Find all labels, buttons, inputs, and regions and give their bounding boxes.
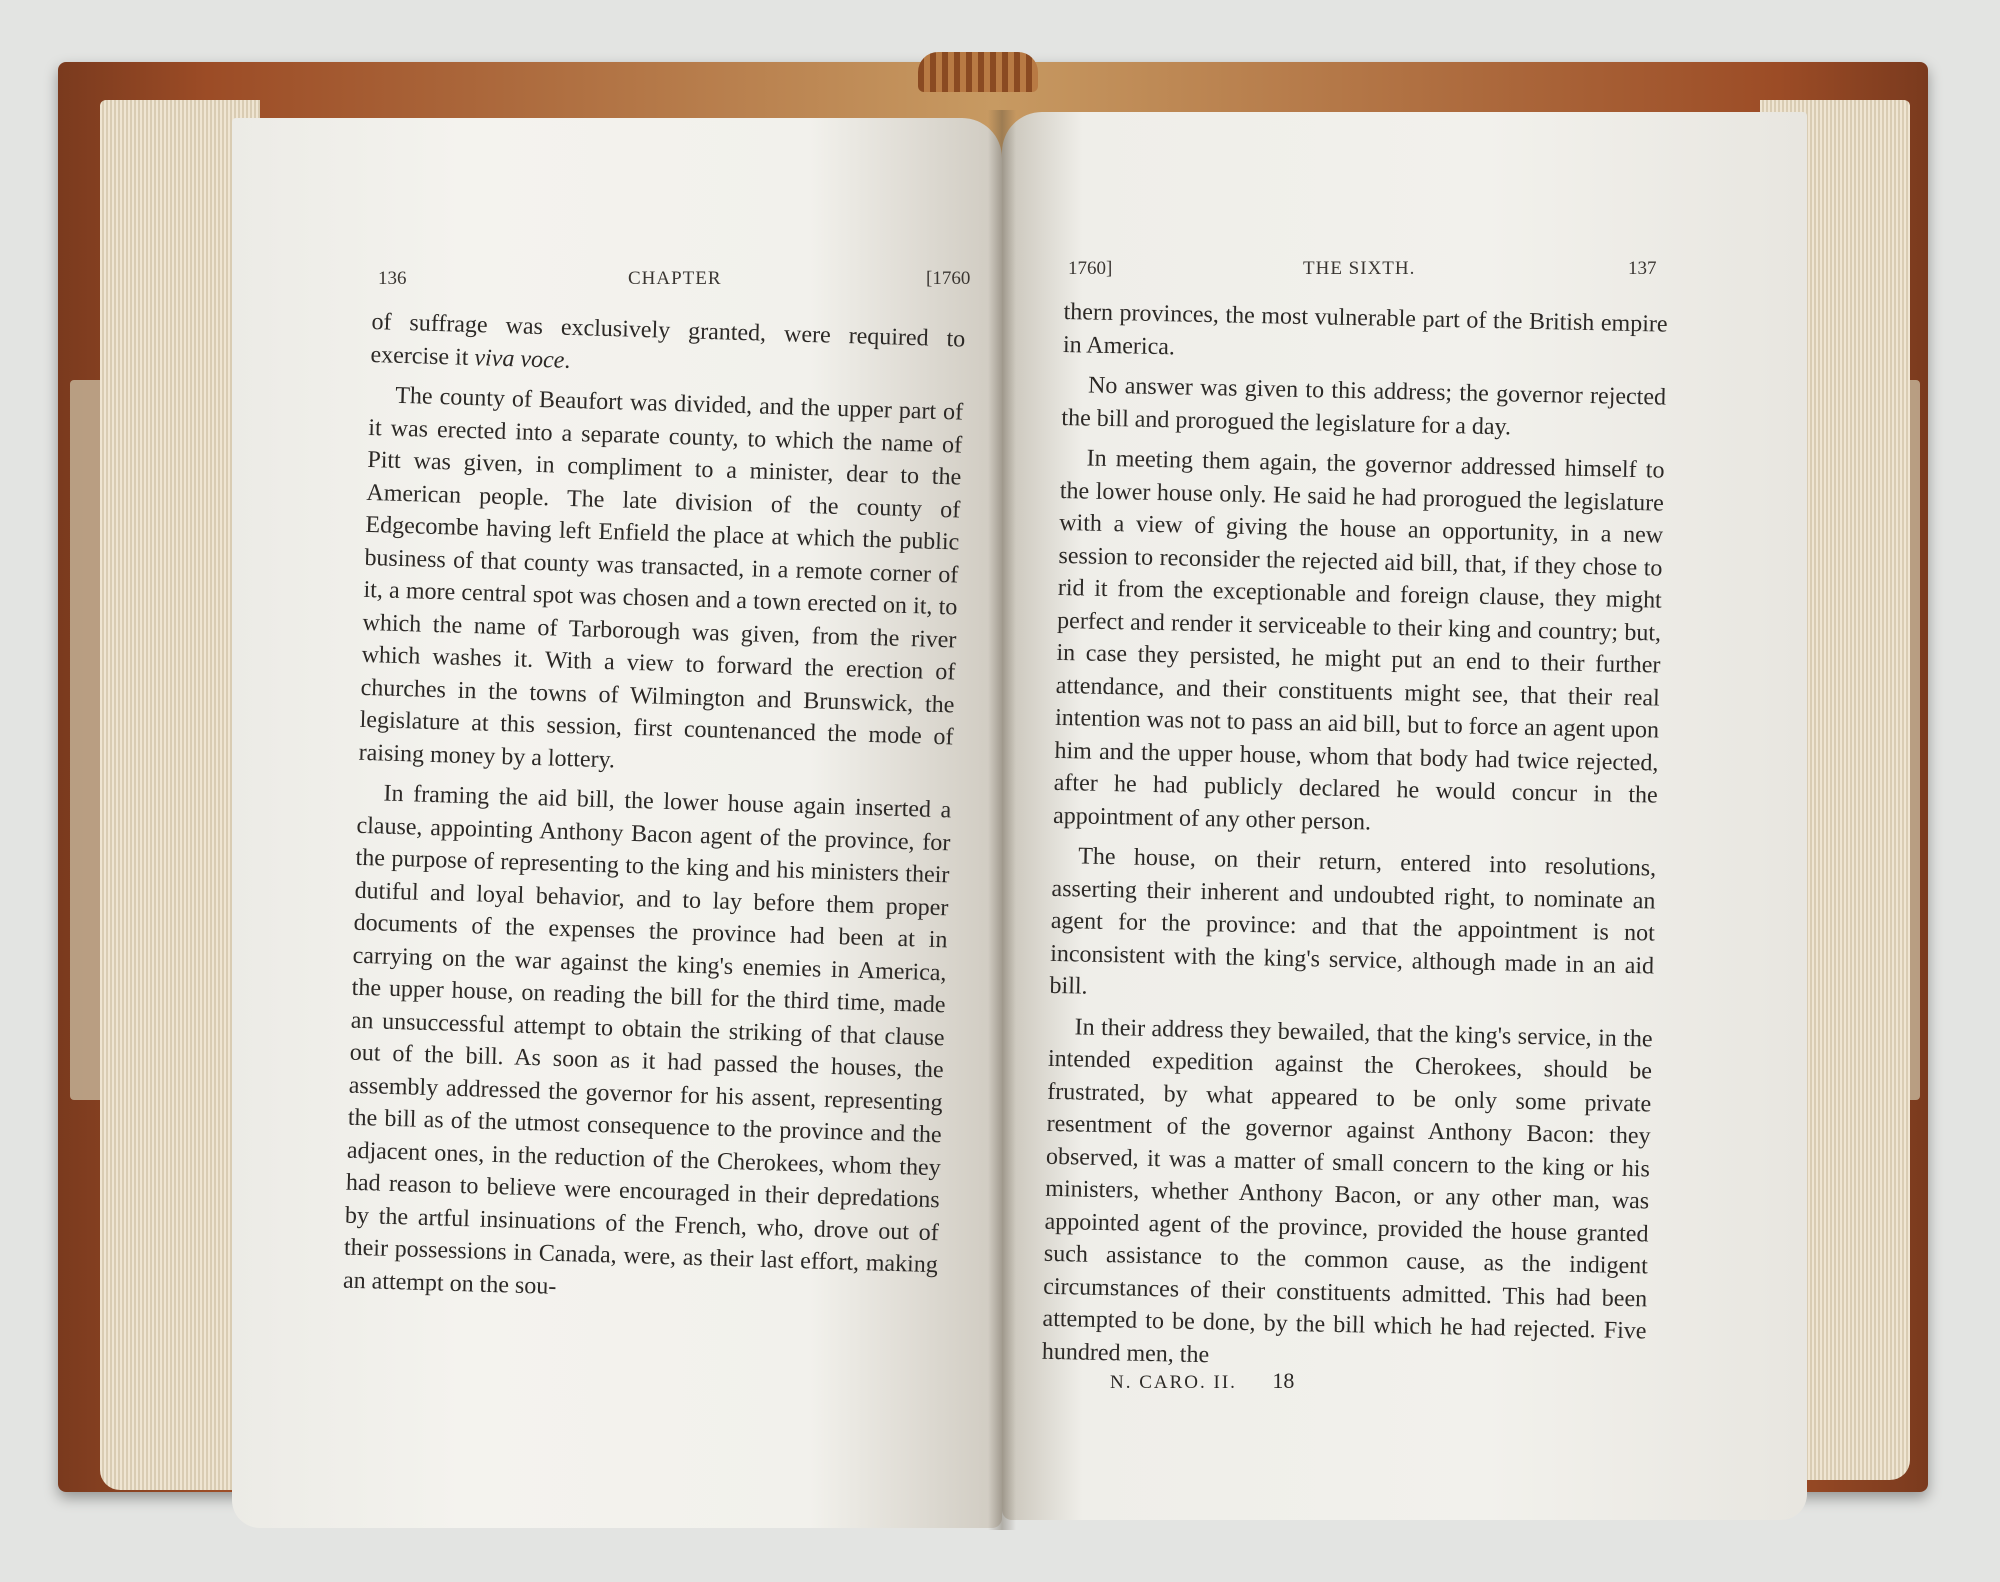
left-running-head xyxy=(378,268,978,298)
right-paragraph-2: No answer was given to this address; the governor rejected the bill and prorogued the legislature for a day. xyxy=(1061,372,1667,440)
right-page-number: 137 xyxy=(1628,258,1657,279)
right-year: 1760] xyxy=(1068,258,1113,279)
right-paragraph-4: The house, on their return, entered into resolutions, asserting their inherent and undoubted right, to nominate an agent for the province: and that the appointment is not inconsistent with the king's service, although made in an aid bill. xyxy=(1049,843,1657,1000)
spine-headband xyxy=(918,52,1038,92)
left-page-text xyxy=(342,306,965,1322)
right-paragraph-3: In meeting them again, the governor addressed himself to the lower house only. He said he had prorogued the legislature with a view of giving the house an opportunity, in a new session to reconsider the rejected aid bill, that, if they chose to rid it from the exceptionable and foreign clause, they might perfect and render it serviceable to their king and country; but, in case they persisted, he might put an end to their further attendance, and their constituents might see, that their real intention was not to pass an aid bill, but to force an agent upon him and the upper house, whom that body had twice rejected, after he had publicly declared he would concur in the appointment of any other person. xyxy=(1052,445,1665,836)
left-year: [1760 xyxy=(926,268,971,289)
right-page-text xyxy=(1041,296,1667,1388)
signature-text: N. CARO. II. xyxy=(1110,1372,1237,1393)
right-running-head xyxy=(1068,258,1660,288)
left-paragraph-2: The county of Beaufort was divided, and the upper part of it was erected into a separate county, to which the name of Pitt was given, in compliment to a minister, dear to the American people. The late division of the county of Edgecombe having left Enfield the place at which the public business of that county was transacted, in a remote corner of it, a more central spot was chosen and a town erected on it, to which the name of Tarborough was given, from the river which washes it. With a view to forward the erection of churches in the towns of Wilmington and Brunswick, the legislature at this session, first countenanced the mode of raising money by a lottery. xyxy=(358,382,964,773)
signature-number: 18 xyxy=(1272,1368,1295,1393)
right-running-title: THE SIXTH. xyxy=(1303,258,1416,279)
left-paragraph-1: of suffrage was exclusively granted, were required to exercise it viva voce. xyxy=(370,308,966,374)
left-paragraph-3: In framing the aid bill, the lower house again inserted a clause, appointing Anthony Bacon agent of the province, for the purpose of representing to the king and his ministers their dutiful and loyal behavior, and to lay before them proper documents of the expenses the province had been at in carrying on the war against the king's enemies in America, the upper house, on reading the bill for the third time, made an unsuccessful attempt to obtain the striking of that clause out of the bill. As soon as it had passed the houses, the assembly addressed the governor for his assent, representing the bill as of the utmost consequence to the province and the adjacent ones, in the reduction of the Cherokees, whom they had reason to believe were encouraged in their depredations by the artful insinuations of the French, who, drove out of their possessions in Canada, were, as their last effort, making an attempt on the sou- xyxy=(342,780,952,1300)
signature-mark xyxy=(1110,1368,1294,1394)
left-running-title: CHAPTER xyxy=(628,268,722,289)
left-page-number: 136 xyxy=(378,268,407,289)
right-paragraph-5: In their address they bewailed, that the king's service, in the intended expedition against the Cherokees, should be frustrated, by what appeared to be only some private resentment of the governor against Anthony Bacon: they observed, it was a matter of small concern to the king or his ministers, whether Anthony Bacon, or any other man, was appointed agent of the province, provided the house granted such assistance to the common cause, as the indigent circumstances of their constituents admitted. This had been attempted to be done, by the bill which he had rejected. Five hundred men, the xyxy=(1041,1013,1653,1368)
book-gutter xyxy=(988,110,1016,1530)
right-paragraph-1: thern provinces, the most vulnerable part of the British empire in America. xyxy=(1062,298,1668,360)
